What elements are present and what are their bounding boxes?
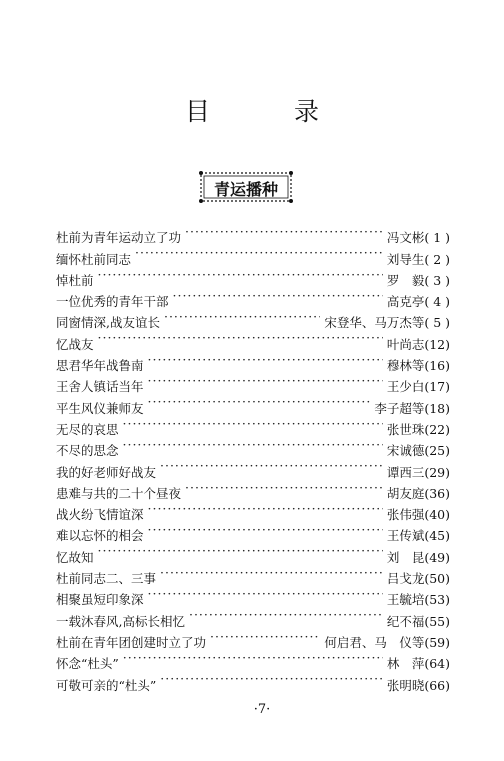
dot-leader: [98, 540, 383, 561]
toc-entry-title: 难以忘怀的相会: [56, 528, 144, 544]
toc-entry-page: (66): [424, 677, 450, 693]
dot-leader: [123, 647, 383, 668]
toc-entry-page: (59): [424, 634, 450, 650]
table-of-contents: [56, 221, 450, 693]
toc-entry-title: 忆故知: [56, 549, 94, 565]
toc-entry-page: ( 5 ): [424, 315, 450, 331]
toc-entry-title: 我的好老师好战友: [56, 464, 157, 480]
toc-entry-page: (40): [424, 507, 450, 523]
toc-entry-page: (18): [424, 400, 450, 416]
toc-entry-title: 战火纷飞情谊深: [56, 507, 144, 523]
dot-leader: [185, 221, 383, 242]
dot-leader: [148, 391, 371, 412]
toc-entry-page: (45): [424, 528, 450, 544]
page-title: 目 录: [185, 97, 357, 126]
toc-entry-title: 杜前同志二、三事: [56, 571, 157, 587]
toc-entry-title: 不尽的思念: [56, 443, 119, 459]
toc-entry-page: (50): [424, 571, 450, 587]
toc-entry-title: 缅怀杜前同志: [56, 251, 132, 267]
toc-entry-title: 患难与共的二十个昼夜: [56, 485, 182, 501]
dot-leader: [189, 604, 383, 625]
toc-entry-page: (16): [424, 358, 450, 374]
dot-leader: [164, 306, 320, 327]
toc-entry-title: 平生风仪兼师友: [56, 400, 144, 416]
toc-entry-author: 穆林等: [386, 358, 425, 374]
toc-entry-author: 宋诚德: [386, 443, 425, 459]
toc-entry-author: 王毓培: [386, 592, 425, 608]
dot-leader: [160, 668, 383, 689]
toc-entry-page: ( 4 ): [424, 294, 450, 310]
toc-entry[interactable]: [56, 221, 450, 246]
toc-entry-page: ( 3 ): [424, 272, 450, 288]
dot-leader: [123, 434, 383, 455]
toc-entry-page: ( 2 ): [424, 251, 450, 267]
toc-entry-page: (49): [424, 549, 450, 565]
toc-entry-author: 何启君、马 仪等: [324, 634, 425, 650]
toc-entry-page: (22): [424, 421, 450, 437]
toc-entry-author: 宋登华、马万杰等: [324, 315, 425, 331]
toc-entry-title: 一位优秀的青年干部: [56, 294, 169, 310]
section-heading: 青运播种: [213, 180, 278, 199]
toc-entry-title: 相聚虽短印象深: [56, 592, 144, 608]
toc-entry-page: (12): [424, 336, 450, 352]
toc-entry-page: (25): [424, 443, 450, 459]
toc-entry-author: 吕戈龙: [386, 571, 425, 587]
toc-entry-title: 一载沐春风,高标长相忆: [56, 613, 185, 629]
toc-entry-page: (17): [424, 379, 450, 395]
toc-entry-author: 纪不福: [386, 613, 425, 629]
toc-entry-author: 张世珠: [386, 421, 425, 437]
toc-entry-page: (53): [424, 592, 450, 608]
toc-entry-title: 同窗情深,战友谊长: [56, 315, 160, 331]
dot-leader: [148, 519, 383, 540]
dot-leader: [185, 477, 383, 498]
toc-entry-author: 高克亭: [386, 294, 425, 310]
dot-leader: [98, 264, 383, 285]
toc-entry-author: 罗 毅: [386, 272, 425, 288]
toc-entry-page: (64): [424, 656, 450, 672]
toc-entry-author: 林 萍: [386, 656, 425, 672]
toc-entry-page: (55): [424, 613, 450, 629]
section-heading-frame: [198, 170, 294, 204]
toc-entry-author: 张明晓: [386, 677, 425, 693]
dot-leader: [135, 242, 383, 263]
toc-entry-page: ( 1 ): [424, 230, 450, 246]
dot-leader: [210, 626, 320, 647]
toc-entry-author: 王少白: [386, 379, 425, 395]
toc-entry-author: 叶尚志: [386, 336, 425, 352]
toc-entry-author: 王传斌: [386, 528, 425, 544]
toc-entry-title: 悼杜前: [56, 272, 94, 288]
dot-leader: [123, 413, 383, 434]
toc-entry-title: 忆战友: [56, 336, 94, 352]
toc-entry-author: 李子超等: [374, 400, 425, 416]
dot-leader: [160, 562, 383, 583]
dot-leader: [160, 455, 383, 476]
toc-entry-page: (36): [424, 485, 450, 501]
toc-entry-author: 张伟强: [386, 507, 425, 523]
dot-leader: [148, 583, 383, 604]
toc-entry-author: 刘导生: [386, 251, 425, 267]
toc-entry-author: 谭西三: [386, 464, 425, 480]
toc-entry-author: 胡友庭: [386, 485, 425, 501]
toc-entry-title: 怀念“杜头”: [56, 656, 119, 672]
toc-entry-title: 杜前为青年运动立了功: [56, 230, 182, 246]
toc-entry-author: 刘 昆: [386, 549, 425, 565]
toc-entry-page: (29): [424, 464, 450, 480]
dot-leader: [148, 498, 383, 519]
toc-entry-title: 可敬可亲的“杜头”: [56, 677, 157, 693]
dot-leader: [98, 327, 383, 348]
toc-entry-title: 无尽的哀思: [56, 421, 119, 437]
dot-leader: [148, 349, 383, 370]
dot-leader: [173, 285, 383, 306]
page-number: ·7·: [253, 702, 271, 717]
toc-entry-title: 杜前在青年团创建时立了功: [56, 634, 207, 650]
toc-entry-title: 王舍人镇话当年: [56, 379, 144, 395]
toc-entry-author: 冯文彬: [386, 230, 425, 246]
toc-entry-title: 思君华年战鲁南: [56, 358, 144, 374]
dot-leader: [148, 370, 383, 391]
